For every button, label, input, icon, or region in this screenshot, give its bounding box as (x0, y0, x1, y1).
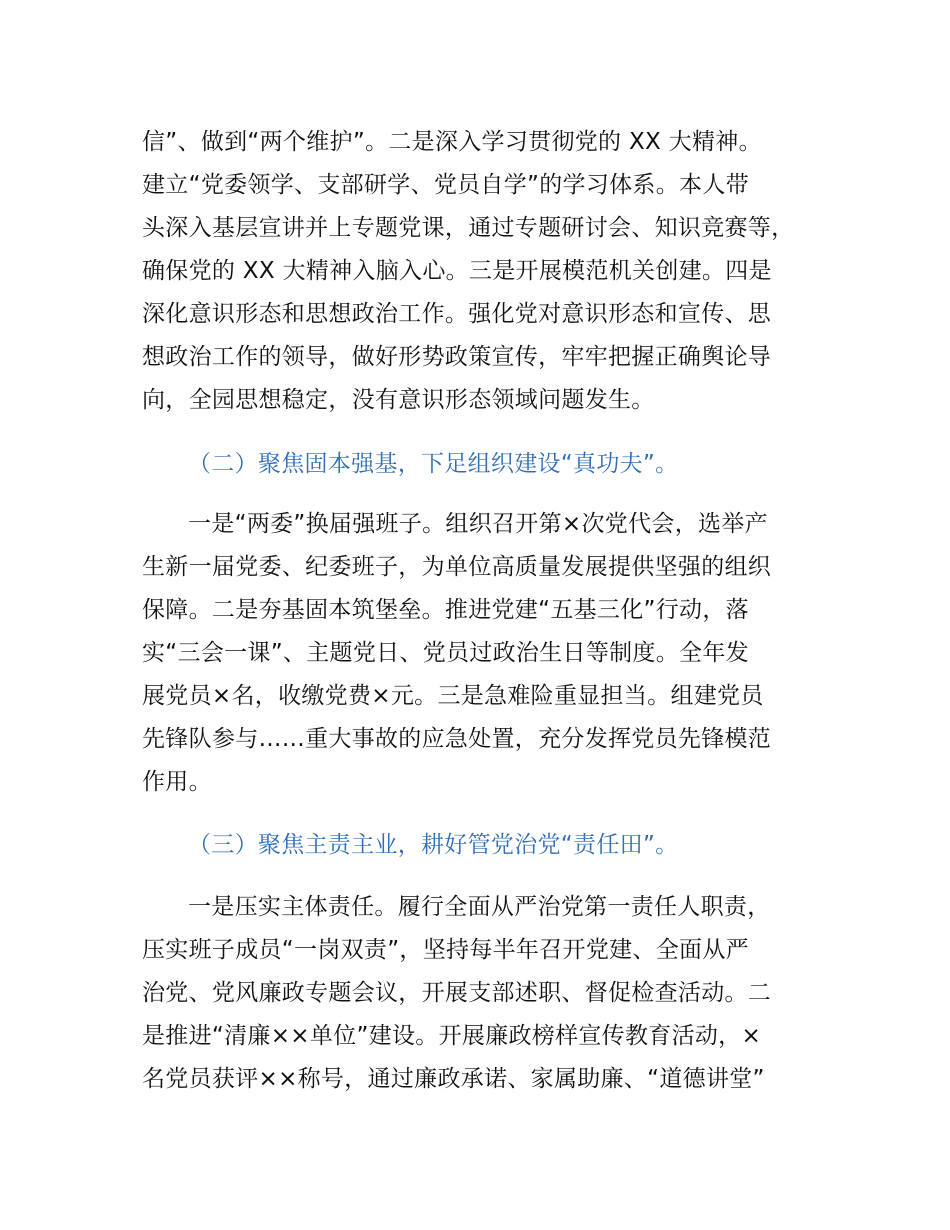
section-heading-2: （二）聚焦固本强基，下足组织建设“真功夫”。 (188, 451, 679, 477)
paragraph-line: 先锋队参与……重大事故的应急处置，充分发挥党员先锋模范 (142, 726, 772, 752)
paragraph-line: 作用。 (142, 769, 212, 795)
paragraph-line: 展党员×名，收缴党费×元。三是急难险重显担当。组建党员 (142, 683, 764, 709)
paragraph-line: 深化意识形态和思想政治工作。强化党对意识形态和宣传、思 (142, 301, 772, 327)
paragraph-line: 向，全园思想稳定，没有意识形态领域问题发生。 (142, 387, 655, 413)
paragraph-line: 一是“两委”换届强班子。组织召开第×次党代会，选举产 (188, 511, 768, 537)
paragraph-line: 确保党的 XX 大精神入脑入心。三是开展模范机关创建。四是 (142, 258, 772, 284)
paragraph-line: 建立“党委领学、支部研学、党员自学”的学习体系。本人带 (142, 172, 749, 198)
paragraph-line: 压实班子成员“一岗双责”，坚持每半年召开党建、全面从严 (142, 937, 749, 963)
paragraph-line: 头深入基层宣讲并上专题党课，通过专题研讨会、知识竞赛等， (142, 215, 795, 241)
paragraph-line: 保障。二是夯基固本筑堡垒。推进党建“五基三化”行动，落 (142, 597, 749, 623)
paragraph-line: 信”、做到“两个维护”。二是深入学习贯彻党的 XX 大精神。 (142, 129, 762, 155)
paragraph-line: 想政治工作的领导，做好形势政策宣传，牢牢把握正确舆论导 (142, 344, 772, 370)
section-heading-3: （三）聚焦主责主业，耕好管党治党“责任田”。 (188, 832, 679, 858)
paragraph-line: 是推进“清廉××单位”建设。开展廉政榜样宣传教育活动，× (142, 1023, 762, 1049)
paragraph-line: 名党员获评××称号，通过廉政承诺、家属助廉、“道德讲堂” (142, 1066, 765, 1092)
paragraph-line: 治党、党风廉政专题会议，开展支部述职、督促检查活动。二 (142, 980, 772, 1006)
paragraph-line: 实“三会一课”、主题党日、党员过政治生日等制度。全年发 (142, 640, 749, 666)
paragraph-line: 一是压实主体责任。履行全面从严治党第一责任人职责， (188, 894, 771, 920)
paragraph-line: 生新一届党委、纪委班子，为单位高质量发展提供坚强的组织 (142, 554, 772, 580)
